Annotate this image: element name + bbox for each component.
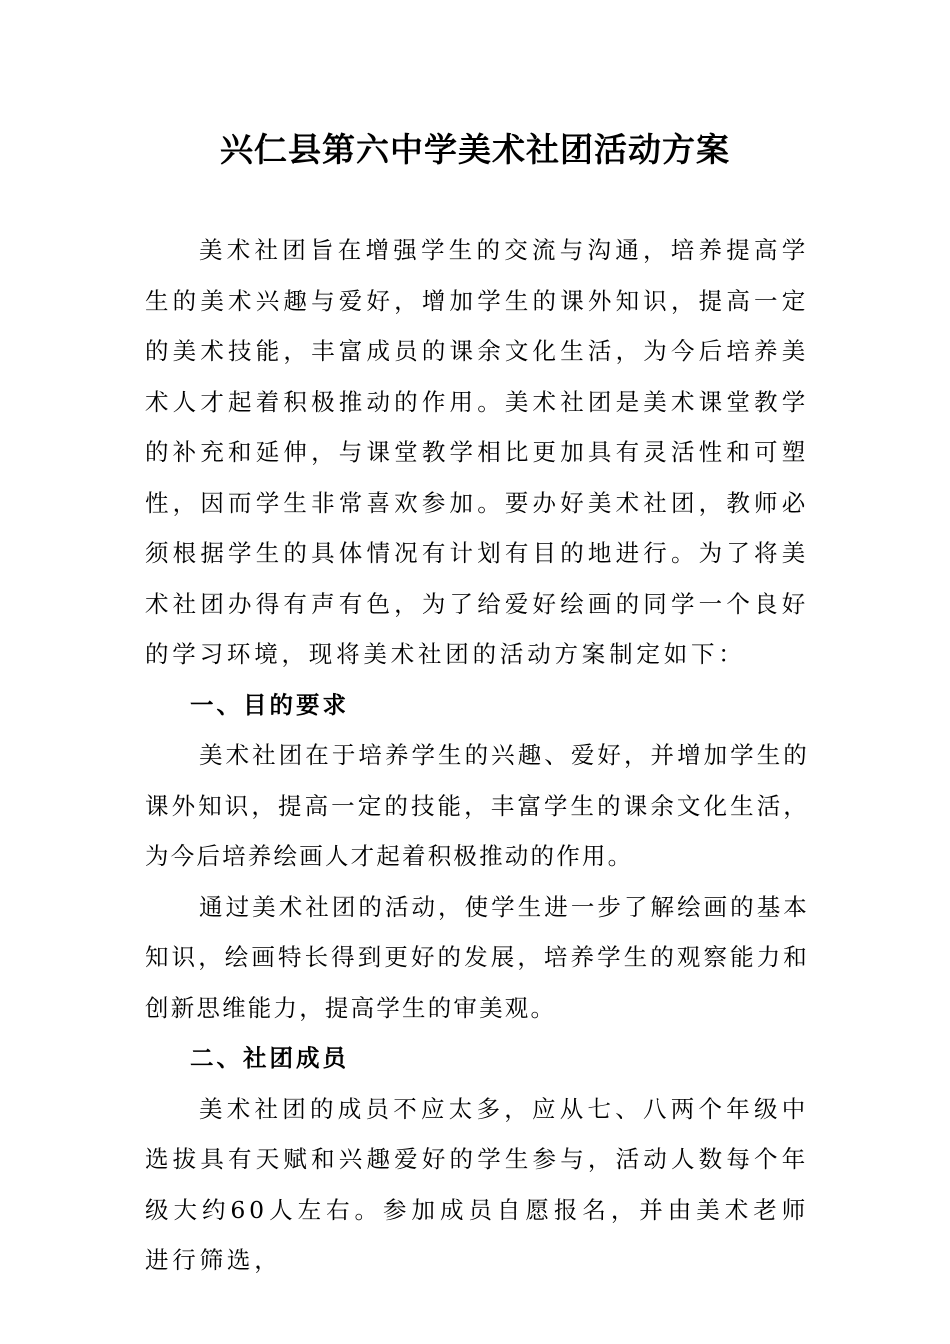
document-title: 兴仁县第六中学美术社团活动方案 <box>220 130 730 169</box>
goals-paragraph-2: 通过美术社团的活动，使学生进一步了解绘画的基本知识，绘画特长得到更好的发展，培养学生的观察能力和创新思维能力，提高学生的审美观。 <box>145 892 809 1022</box>
section-heading-goals: 一、目的要求 <box>190 690 349 719</box>
section-heading-members: 二、社团成员 <box>190 1044 349 1072</box>
members-paragraph-1: 美术社团的成员不应太多，应从七、八两个年级中选拔具有天赋和兴趣爱好的学生参与，活动人数每个年级大约60人左右。参加成员自愿报名，并由美术老师进行筛选， <box>145 1094 809 1274</box>
goals-paragraph-1: 美术社团在于培养学生的兴趣、爱好，并增加学生的课外知识，提高一定的技能，丰富学生的课余文化生活，为今后培养绘画人才起着积极推动的作用。 <box>145 741 809 870</box>
document-body <box>145 225 809 1286</box>
intro-paragraph: 美术社团旨在增强学生的交流与沟通，培养提高学生的美术兴趣与爱好，增加学生的课外知识，提高一定的美术技能，丰富成员的课余文化生活，为今后培养美术人才起着积极推动的作用。美术社团是美术课堂教学的补充和延伸，与课堂教学相比更加具有灵活性和可塑性，因而学生非常喜欢参加。要办好美术社团，教师必须根据学生的具体情况有计划有目的地进行。为了将美术社团办得有声有色，为了给爱好绘画的同学一个良好的学习环境，现将美术社团的活动方案制定如下： <box>145 236 809 668</box>
